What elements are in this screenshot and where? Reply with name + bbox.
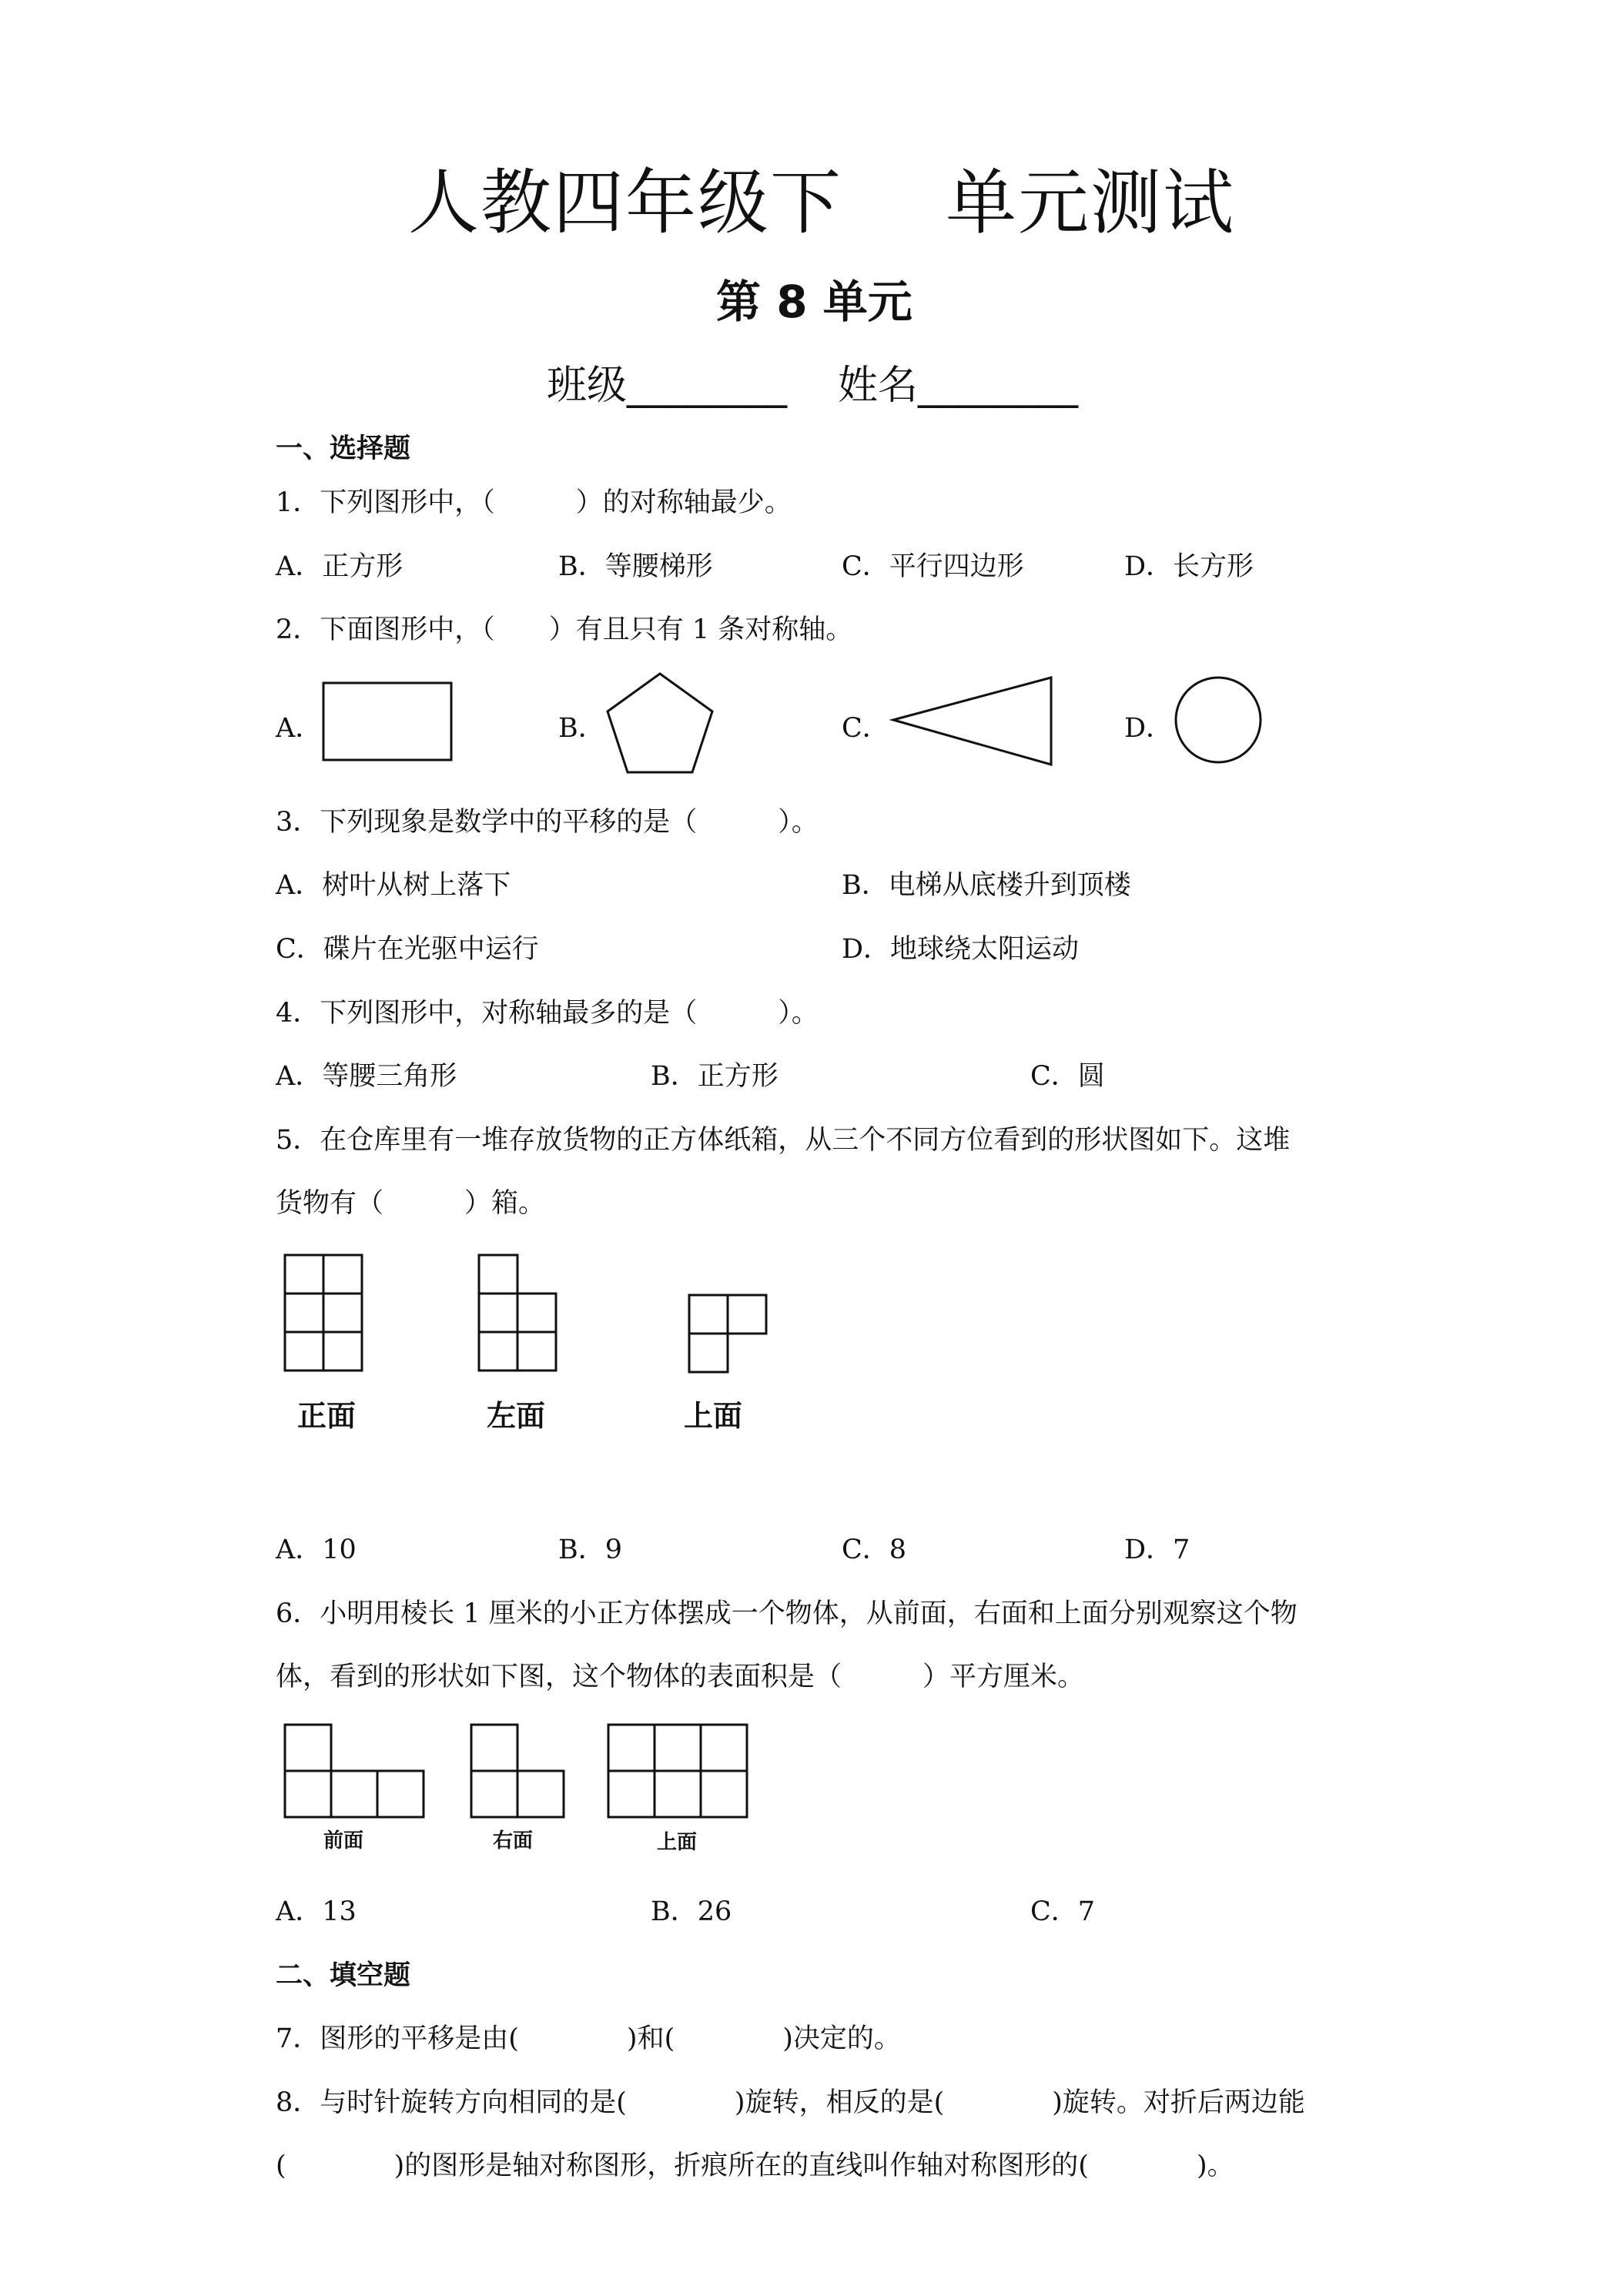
- question-7: 7．图形的平移是由( )和( )决定的。: [276, 2023, 901, 2054]
- q6-top-view-grid: [607, 1723, 753, 1823]
- q6-front-view-label: 前面: [323, 1829, 364, 1853]
- q6-right-view-label: 右面: [493, 1829, 534, 1853]
- q5-top-view-grid: [688, 1294, 772, 1378]
- q6-front-view-grid: [283, 1723, 430, 1823]
- pentagon-figure: [604, 670, 716, 778]
- q2-option-c: C．: [842, 713, 889, 744]
- question-6-line-1: 6．小明用棱长 1 厘米的小正方体摆成一个物体，从前面，右面和上面分别观察这个物: [276, 1598, 1298, 1629]
- q1-option-b: B．等腰梯形: [558, 551, 713, 582]
- question-8-line-1: 8．与时针旋转方向相同的是( )旋转，相反的是( )旋转。对折后两边能: [276, 2087, 1305, 2118]
- question-1: 1．下列图形中，（ ）的对称轴最少。: [276, 487, 792, 518]
- q5-left-view-label: 左面: [487, 1399, 546, 1433]
- question-6-line-2: 体，看到的形状如下图，这个物体的表面积是（ ）平方厘米。: [276, 1662, 1085, 1692]
- section-choice-heading: 一、选择题: [276, 433, 411, 464]
- question-2: 2．下面图形中，（ ）有且只有 1 条对称轴。: [276, 614, 853, 645]
- circle-figure: [1173, 674, 1264, 765]
- q1-option-a: A．正方形: [276, 551, 403, 582]
- question-5-line-2: 货物有（ ）箱。: [276, 1188, 546, 1219]
- page-subtitle: 第 8 单元: [716, 276, 912, 328]
- q5-option-a: A．10: [276, 1535, 357, 1565]
- q5-top-view-label: 上面: [684, 1399, 743, 1433]
- q1-option-c: C．平行四边形: [842, 551, 1024, 582]
- question-4: 4．下列图形中，对称轴最多的是（ ）。: [276, 998, 819, 1029]
- q3-option-c: C．碟片在光驱中运行: [276, 934, 539, 965]
- page-title-right: 单元测试: [946, 162, 1236, 244]
- section-fill-heading: 二、填空题: [276, 1960, 411, 1991]
- q6-option-b: B．26: [651, 1896, 732, 1927]
- q6-option-a: A．13: [276, 1896, 357, 1927]
- q5-front-view-label: 正面: [297, 1399, 357, 1433]
- rectangle-figure: [322, 681, 453, 762]
- q6-top-view-label: 上面: [657, 1831, 698, 1854]
- question-5-line-1: 5．在仓库里有一堆存放货物的正方体纸箱，从三个不同方位看到的形状图如下。这堆: [276, 1125, 1291, 1156]
- q5-left-view-grid: [477, 1253, 562, 1377]
- q5-front-view-grid: [283, 1253, 368, 1377]
- triangle-figure: [889, 674, 1055, 770]
- q2-option-b: B．: [558, 713, 605, 744]
- q6-right-view-grid: [470, 1723, 570, 1823]
- q1-option-d: D．长方形: [1124, 551, 1254, 582]
- q5-option-b: B．9: [558, 1535, 622, 1565]
- q3-option-b: B．电梯从底楼升到顶楼: [842, 870, 1131, 901]
- q4-option-b: B．正方形: [651, 1061, 779, 1092]
- q6-option-c: C．7: [1030, 1896, 1096, 1927]
- page-title-left: 人教四年级下: [408, 162, 843, 244]
- question-8-line-2: ( )的图形是轴对称图形，折痕所在的直线叫作轴对称图形的( )。: [276, 2150, 1234, 2181]
- q5-option-c: C．8: [842, 1535, 907, 1565]
- name-field: 姓名________: [838, 363, 1079, 409]
- q4-option-c: C．圆: [1030, 1061, 1105, 1092]
- q3-option-a: A．树叶从树上落下: [276, 870, 511, 901]
- q2-option-d: D．: [1124, 713, 1174, 744]
- q2-option-a: A．: [276, 713, 323, 744]
- q5-option-d: D．7: [1124, 1535, 1190, 1565]
- question-3: 3．下列现象是数学中的平移的是（ ）。: [276, 807, 819, 838]
- q4-option-a: A．等腰三角形: [276, 1061, 457, 1092]
- q3-option-d: D．地球绕太阳运动: [842, 934, 1080, 965]
- class-field: 班级________: [547, 363, 788, 409]
